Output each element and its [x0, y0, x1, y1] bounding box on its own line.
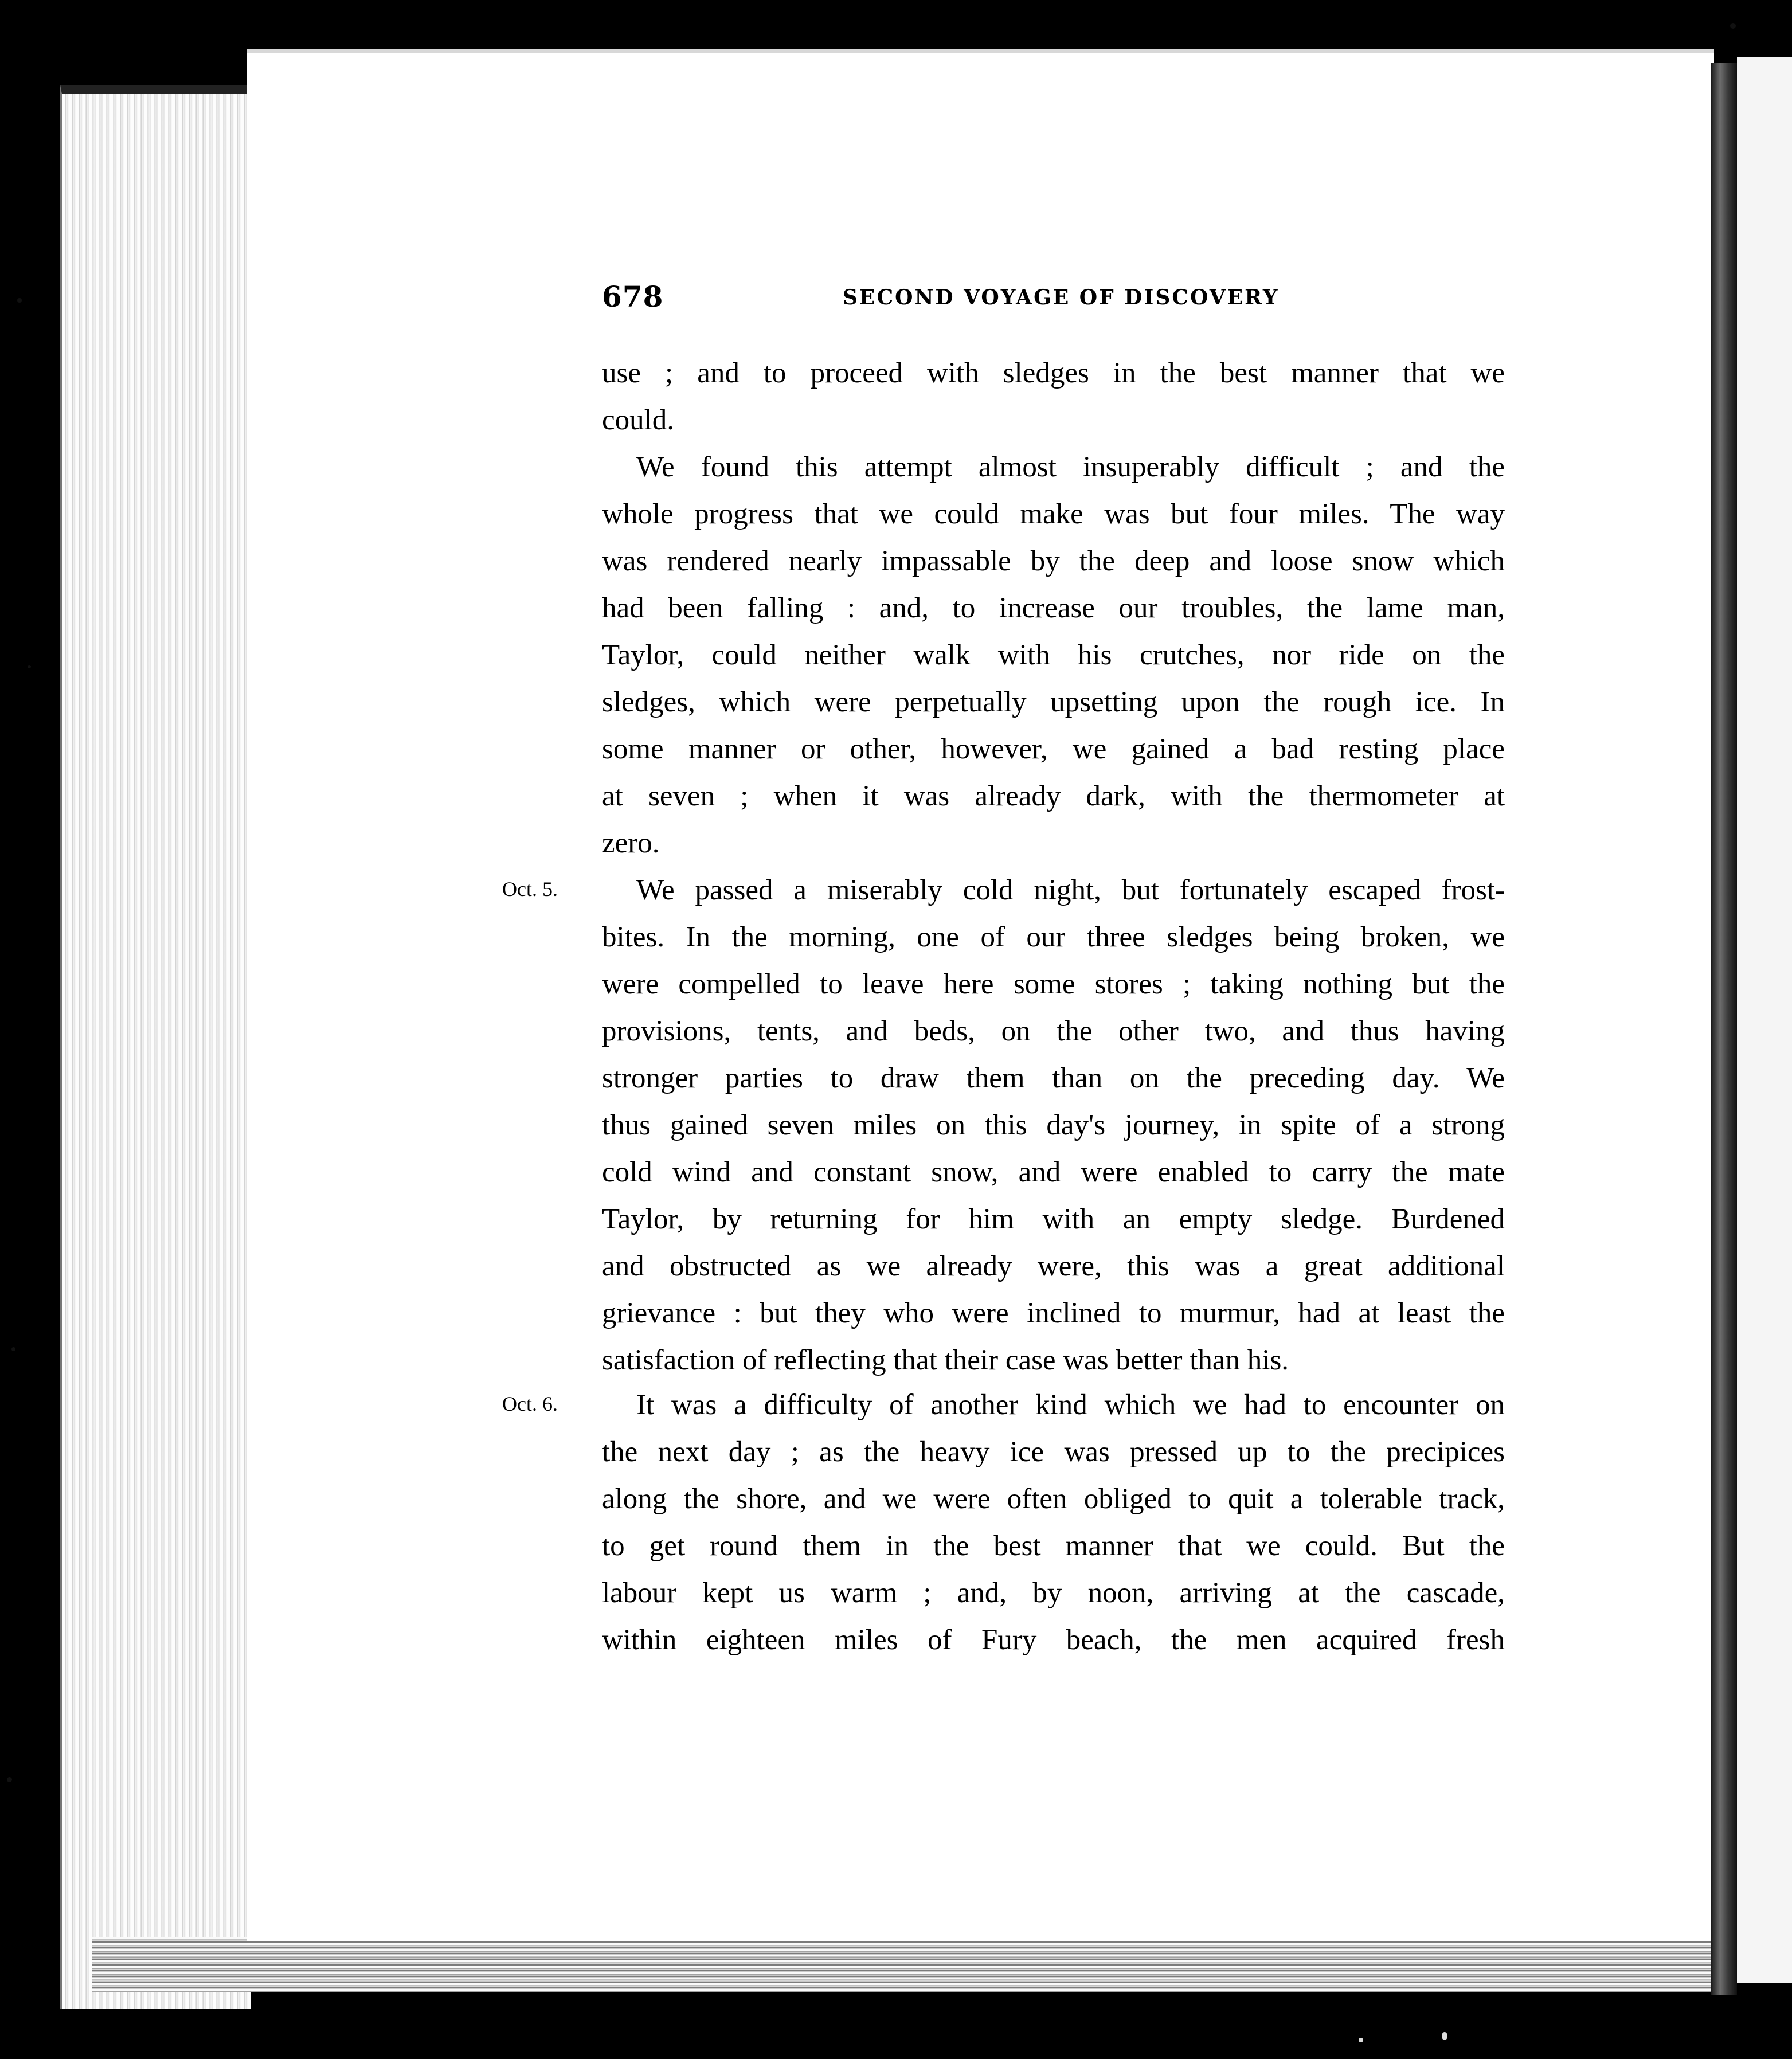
- book-spine: [1711, 63, 1737, 1995]
- text-line: use ; and to proceed with sledges in the best manner that we: [602, 357, 1505, 389]
- text-line: whole progress that we could make was but four miles. The way: [602, 498, 1505, 530]
- text-line: Taylor, by returning for him with an empty sledge. Burdened: [602, 1203, 1505, 1235]
- text-line: within eighteen miles of Fury beach, the men acquired fresh: [602, 1624, 1505, 1656]
- page-edges-left: [60, 85, 251, 2009]
- margin-note-oct-6: Oct. 6.: [502, 1392, 558, 1415]
- page-number: 678: [602, 280, 664, 314]
- text-line: could.: [602, 404, 675, 436]
- text-line: provisions, tents, and beds, on the other two, and thus having: [602, 1015, 1505, 1047]
- text-line: to get round them in the best manner that we could. But the: [602, 1530, 1505, 1562]
- page-edges-bottom: [92, 1937, 1714, 1992]
- text-line: Taylor, could neither walk with his crutches, nor ride on the: [602, 639, 1505, 671]
- text-line: sledges, which were perpetually upsetting upon the rough ice. In: [602, 686, 1505, 718]
- right-page-edge: [1737, 57, 1792, 1983]
- text-line: along the shore, and we were often obliged to quit a tolerable track,: [602, 1483, 1505, 1515]
- text-line: labour kept us warm ; and, by noon, arriving at the cascade,: [602, 1577, 1505, 1609]
- text-line: had been falling : and, to increase our troubles, the lame man,: [602, 592, 1505, 624]
- scan-speck: [17, 298, 22, 303]
- text-line: at seven ; when it was already dark, with the thermometer at: [602, 780, 1505, 812]
- scan-speck: [7, 1777, 12, 1782]
- text-line: zero.: [602, 827, 660, 859]
- text-line: We found this attempt almost insuperably difficult ; and the: [636, 451, 1505, 483]
- text-line: was rendered nearly impassable by the deep and loose snow which: [602, 545, 1505, 577]
- text-line: grievance : but they who were inclined to murmur, had at least the: [602, 1297, 1505, 1329]
- text-line: It was a difficulty of another kind which we had to encounter on: [636, 1389, 1505, 1421]
- scan-speck: [28, 665, 31, 668]
- text-line: the next day ; as the heavy ice was pressed up to the precipices: [602, 1436, 1505, 1468]
- text-line: satisfaction of reflecting that their case was better than his.: [602, 1344, 1289, 1376]
- text-line: bites. In the morning, one of our three sledges being broken, we: [602, 921, 1505, 953]
- scan-speck: [1359, 2038, 1363, 2042]
- text-line: We passed a miserably cold night, but fortunately escaped frost-: [636, 874, 1505, 906]
- running-head: SECOND VOYAGE OF DISCOVERY: [843, 285, 1280, 310]
- text-line: were compelled to leave here some stores ; taking nothing but the: [602, 968, 1505, 1000]
- scan-speck: [1730, 23, 1736, 29]
- text-line: cold wind and constant snow, and were enabled to carry the mate: [602, 1156, 1505, 1188]
- scan-speck: [11, 1347, 15, 1351]
- text-line: some manner or other, however, we gained a bad resting place: [602, 733, 1505, 765]
- text-line: and obstructed as we already were, this was a great additional: [602, 1250, 1505, 1282]
- page-header: [602, 280, 1505, 320]
- text-line: stronger parties to draw them than on the preceding day. We: [602, 1062, 1505, 1094]
- margin-note-oct-5: Oct. 5.: [502, 878, 558, 901]
- text-line: thus gained seven miles on this day's journey, in spite of a strong: [602, 1109, 1505, 1141]
- scan-speck: [1442, 2032, 1447, 2040]
